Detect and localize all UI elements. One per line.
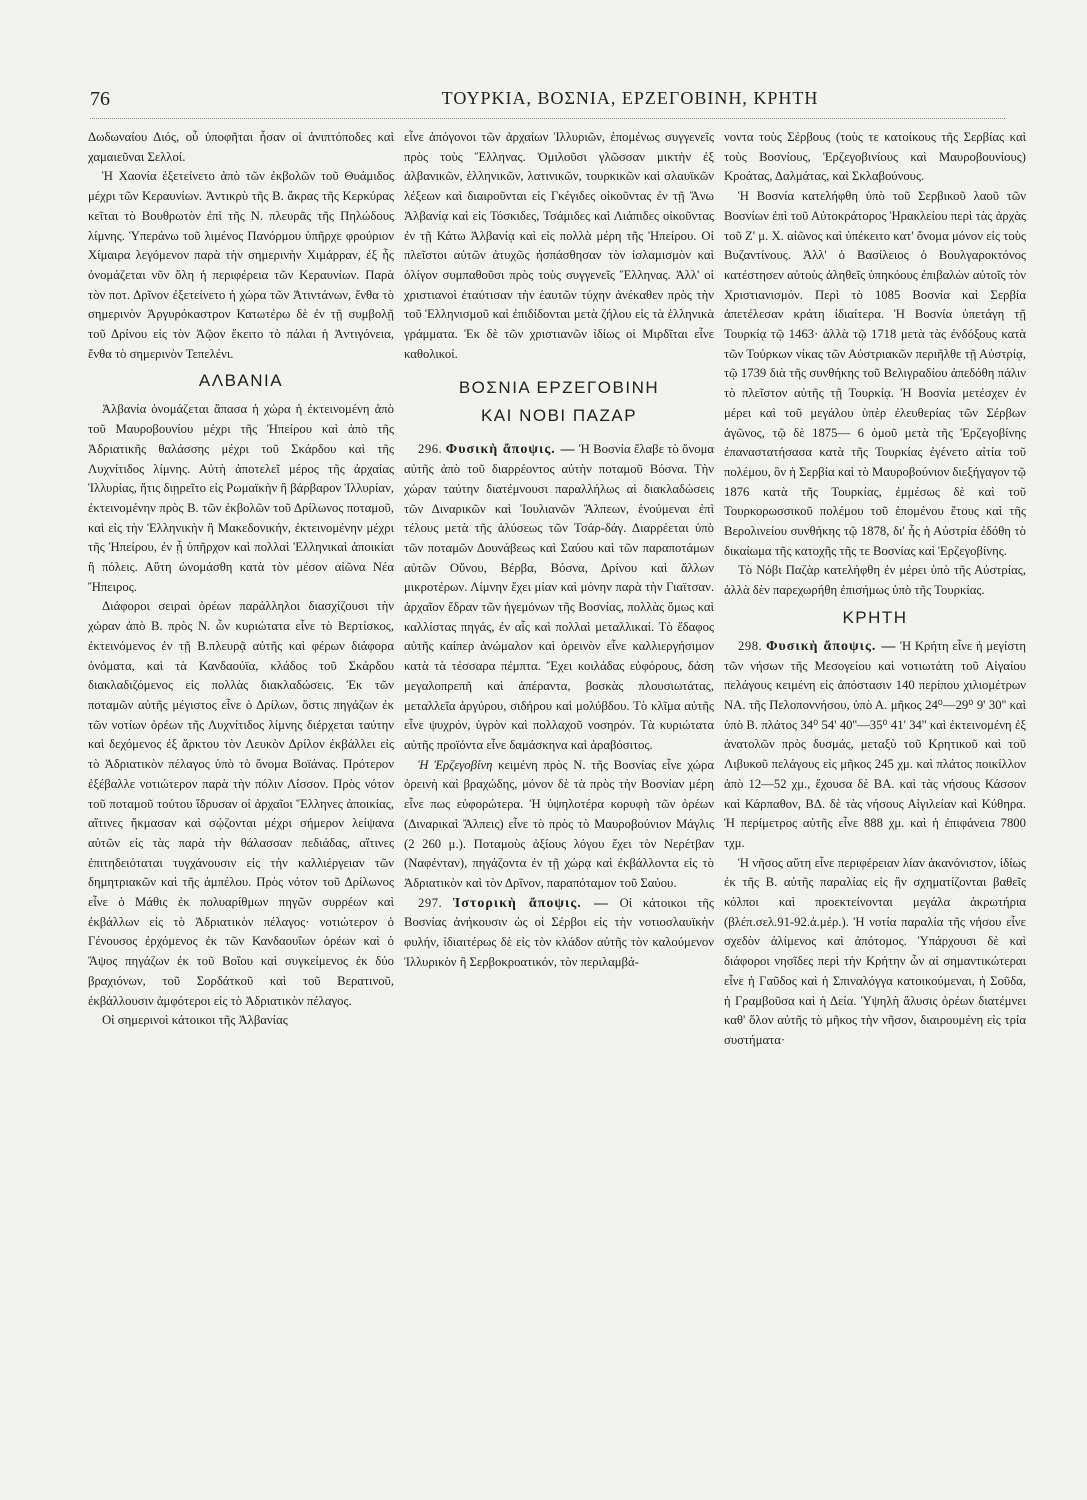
paragraph: νοντα τοὺς Σέρβους (τοὺς τε κατοίκους τῆς Σερβίας καὶ τοὺς Βοσνίους, Ἐρζεγοβινίους καὶ Μαυροβουνίους) Κροάτας, Δαλμάτας, καὶ Σκλαβούνους.: [724, 130, 1026, 184]
paragraph-text: κειμένη πρὸς Ν. τῆς Βοσνίας εἶνε χώρα ὀρεινὴ καὶ βραχώδης, μόνον δὲ τὰ πρὸς τὴν Βοσνίαν μέρη εἶνε πως εὐφορώτερα. Ἡ ὑψηλοτέρα κορυφὴ τῶν ὀρέων (Διναρικαὶ Ἄλπεις) εἶνε τὸ πρὸς τὸ Μαυροβούνιον Μάγλις (2 260 μ.). Ποταμοὺς ἀξίους λόγου ἔχει τὸν Νερέτβαν (Ναφένταν), πηγάζοντα ἐν τῇ χώρᾳ καὶ ἐκβάλλοντα εἰς τὸ Ἀδριατικὸν καὶ τὸν Δρῖνον, παραπόταμον τοῦ Σαύου.: [404, 757, 714, 890]
paragraph: Ἡ νῆσος αὕτη εἶνε περιφέρειαν λίαν ἀκανόνιστον, ἰδίως ἐκ τῆς Β. αὐτῆς παραλίας εἰς ἣν σχηματίζονται βαθεῖς κόλποι καὶ προεκτείνονται μεγάλα ἀκρωτήρια (βλέπ.σελ.91-92.ἀ.μέρ.). Ἡ νοτία παραλία τῆς νήσου εἶνε σχεδὸν ἀλίμενος καὶ ἀπότομος. Ὑπάρχουσι δὲ καὶ διάφοροι νησῖδες περὶ τὴν Κρήτην ὧν αἱ σημαντικώτεραι εἶνε ἡ Γαῦδος καὶ ἡ Σπιναλόγγα κατοικούμεναι, ἡ Σοῦδα, ἡ Γραμβοῦσα καὶ ἡ Δεία. Ὑψηλὴ ἅλυσις ὀρέων διατέμνει καθ' ὅλον αὐτῆς τὸ μῆκος τὴν νῆσον, διαιρουμένη εἰς τρία συστήματα·: [724, 855, 1026, 1047]
section-title-albania: ΑΛΒΑΝΙΑ: [198, 371, 284, 391]
paragraph: Ἡ Χαονία ἐξετείνετο ἀπὸ τῶν ἐκβολῶν τοῦ Θυάμιδος μέχρι τῶν Κεραυνίων. Ἀντικρὺ τῆς Β. ἄκρας τῆς Κερκύρας κεῖται τὸ Βουθρωτὸν ἐπὶ τῆς Ν. πλευρᾶς τῆς Πηλώδους λίμνης. Ὑπεράνω τοῦ λιμένος Πανόρμου ὑπῆρχε φρούριον Χίμαιρα λεγόμενον παρὰ τὴν σημερινὴν Χιμάρραν, ἐξ ἧς ὀνομάζεται νῦν ὅλη ἡ περιφέρεια τῶν Κεραυνίων. Παρὰ τὸν ποτ. Δρῖνον ἐξετείνετο ἡ χώρα τῶν Ἀτιντάνων, ἔνθα τὸ σημερινὸν Ἀργυρόκαστρον Κατωτέρω δὲ ἐν τῇ συμβολῇ τοῦ Δρίνου εἰς τὸν Ἀῷον ἔκειτο τὸ πάλαι ἡ Ἀντιγόνεια, ἔνθα τὸ σημερινὸν Τεπελένι.: [88, 169, 394, 361]
paragraph: Ἀλβανία ὀνομάζεται ἅπασα ἡ χώρα ἡ ἐκτεινομένη ἀπὸ τοῦ Μαυροβουνίου μέχρι τῆς Ἠπείρου καὶ ἀπὸ τῆς Ἀδριατικῆς θαλάσσης μέχρι τοῦ Σκάρδου καὶ τῆς Λυχνίτιδος λίμνης. Αὐτὴ ἀποτελεῖ μέρος τῆς ἀρχαίας Ἰλλυρίας, ἥτις διῃρεῖτο εἰς Ρωμαϊκὴν ἢ βάρβαρον Ἰλλυρίαν, ἐκτεινομένην πρὸς Β. τῶν ἐκβολῶν τοῦ Δρίλωνος ποταμοῦ, καὶ εἰς τὴν Ἑλληνικὴν ἢ Μακεδονικήν, ἐκτεινομένην μέχρι τῆς Ἠπείρου, ἐν ᾗ ὑπῆρχον καὶ πολλαὶ Ἑλληνικαὶ ἀποικίαι ἢ πόλεις. Αὕτη ὠνομάσθη κατὰ τὸν μέσον αἰῶνα Νέα Ἤπειρος.: [88, 402, 394, 594]
paragraph: Οἱ σημερινοὶ κάτοικοι τῆς Ἀλβανίας: [102, 1013, 288, 1028]
section-title-bosnia: [404, 374, 714, 430]
running-title: ΤΟΥΡΚΙΑ, ΒΟΣΝΙΑ, ΕΡΖΕΓΟΒΙΝΗ, ΚΡΗΤΗ: [441, 88, 819, 108]
paragraph-heading: Ἱστορικὴ ἄποψις. —: [452, 895, 609, 911]
italic-term: Ἡ Ἐρζεγοβίνη: [418, 757, 493, 772]
paragraph-text: Ἡ Βοσνία ἔλαβε τὸ ὄνομα αὐτῆς ἀπὸ τοῦ διαρρέοντος αὐτὴν ποταμοῦ Βόσνα. Τὴν χώραν ταύτην διατέμνουσι παραλλήλως αἱ διακλαδώσεις τῶν Διναρικῶν καὶ Ἰουλιανῶν Ἄλπεων, ἑνούμεναι ἐπὶ τέλους μετὰ τῆς ἁλύσεως τῶν Τσάρ-δάγ. Διαρρέεται ὑπὸ τῶν ποταμῶν Δουνάβεως καὶ Σαύου καὶ τῶν παραποτάμων αὐτῶν Οὔνου, Βέρβα, Βόσνα, Δρίνου καὶ ἄλλων μικροτέρων. Λίμνην ἔχει μίαν καὶ μόνην παρὰ τὴν Γιαϊτσαν. ἀρχαῖον ἕδραν τῶν ἡγεμόνων τῆς Βοσνίας, πολλὰς ὅμως καὶ καλλίστας πηγάς, ἐν αἷς καὶ πολλαὶ μεταλλικαί. Τὸ ἔδαφος αὐτῆς καίπερ ἀνώμαλον καὶ ὀρεινὸν εἶνε καλλιεργήσιμον κατὰ τὰ τέσσαρα πέμπτα. Ἔχει κοιλάδας εὐφόρους, δάση μεγαλοπρεπῆ καὶ ἀπέραντα, βοσκὰς πλουσιωτάτας, μεταλλεῖα ἀργύρου, σιδήρου καὶ μολύβδου. Τὸ κλῖμα αὐτῆς εἶνε ψυχρόν, ὑγρὸν καὶ πολλαχοῦ νοσηρόν. Τὰ κυριώτατα αὐτῆς προϊόντα εἶνε δαμάσκηνα καὶ ἀραβόσιτος.: [404, 442, 715, 752]
column-2: [404, 128, 714, 972]
section-title-line: ΚΑΙ ΝΟΒΙ ΠΑΖΑΡ: [480, 406, 638, 426]
header-rule: [90, 118, 1005, 119]
paragraph-number: 298.: [738, 638, 763, 653]
paragraph: Ἡ Βοσνία κατελήφθη ὑπὸ τοῦ Σερβικοῦ λαοῦ τῶν Βοσνίων ἐπὶ τοῦ Αὐτοκράτορος Ἡρακλείου περὶ τὰς ἀρχὰς τοῦ Ζ' μ. Χ. αἰῶνος καὶ ὑπέκειτο κατ' ὄνομα μόνον εἰς τοὺς Βυζαντίνους. Ἀλλ' ὁ Βασίλειος ὁ Βουλγαροκτόνος κατέστησεν αὐτοὺς ἀληθεῖς ὑπηκόους ἐπιβαλὼν αὐτοῖς τὸν Χριστιανισμόν. Περὶ τὸ 1085 Βοσνία καὶ Σερβία ἀπετέλεσαν κράτη ἰδιαίτερα. Ἡ Βοσνία ὑπετάγη τῇ Τουρκίᾳ τῷ 1463· ἀλλὰ τῷ 1718 μετὰ τὰς ἐνδόξους κατὰ τῶν Τούρκων νίκας τῶν Αὐστριακῶν περιῆλθε τῇ Αὐστρίᾳ, τῷ 1739 διὰ τῆς συνθήκης τοῦ Βελιγραδίου ἀπεδόθη πάλιν τὸ πλεῖστον αὐτῆς τῇ Τουρκίᾳ. Ἡ Βοσνία μετέσχεν ἐν μέρει καὶ τοῦ μεγάλου ὑπὲρ ἐλευθερίας τῶν Σέρβων ἀγῶνος, τῷ δὲ 1875— 6 ὁμοῦ μετὰ τῆς Ἐρζεγοβίνης ἐπαναστατήσασα κατὰ τῆς Τουρκίας ἐγένετο αἰτία τοῦ πολέμου, ὃν ἡ Σερβία καὶ τὸ Μαυροβούνιον διεξήγαγον τῷ 1876 κατὰ τῆς Τουρκίας, ἐμμέσως δὲ καὶ τοῦ Τουρκορωσσικοῦ πολέμου τοῦ ἑπομένου ἔτους καὶ τῆς Βερολινείου συνθήκης τῷ 1878, δι' ἧς ἡ Αὐστρία ἐδόθη τὸ δικαίωμα τῆς κατοχῆς τῆς τε Βοσνίας καὶ Ἐρζεγοβίνης.: [724, 189, 1026, 558]
paragraph: Τὸ Νόβι Παζὰρ κατελήφθη ἐν μέρει ὑπὸ τῆς Αὐστρίας, ἀλλὰ δὲν παρεχωρήθη ἐπισήμως ὑπὸ τῆς Τουρκίας.: [724, 563, 1026, 598]
paragraph-text: Ἡ Κρήτη εἶνε ἡ μεγίστη τῶν νήσων τῆς Μεσογείου καὶ νοτιωτάτη τοῦ Αἰγαίου πελάγους κειμένη εἰς ἀπόστασιν 140 περίπου χιλιομέτρων ΝΑ. τῆς Πελοποννήσου, ὑπὸ Α. μῆκος 24⁰—29⁰ 9' 30'' καὶ ὑπὸ Β. πλάτος 34⁰ 54' 40''—35⁰ 41' 34'' καὶ ἐκτεινομένη ἐξ ἀνατολῶν πρὸς δυσμάς, μεταξὺ τοῦ Κρητικοῦ καὶ τοῦ Λιβυκοῦ πελάγους εἰς μῆκος 245 χμ. καὶ πλάτος ποικίλλον ἀπὸ 12—52 χμ., ἔχουσα δὲ ΒΑ. καὶ τὰς νήσους Κάσσον καὶ Κάρπαθον, ΒΔ. δὲ τὰς νήσους Αἰγιλείαν καὶ Κύθηρα. Ἡ περίμετρος αὐτῆς εἶνε 888 χμ. καὶ ἡ ἐπιφάνεια 7800 τχμ.: [724, 638, 1027, 850]
section-title-crete: ΚΡΗΤΗ: [842, 607, 908, 627]
paragraph: [404, 756, 714, 894]
section-title-line: ΒΟΣΝΙΑ ΕΡΖΕΓΟΒΙΝΗ: [458, 378, 660, 398]
paragraph: Δωδωναίου Διός, οὗ ὑποφῆται ἦσαν οἱ ἀνιπτόποδες καὶ χαμαιεῦναι Σελλοί.: [88, 130, 394, 164]
page-number: 76: [90, 88, 110, 110]
paragraph: Διάφοροι σειραὶ ὀρέων παράλληλοι διασχίζουσι τὴν χώραν ἀπὸ Β. πρὸς Ν. ὧν κυριώτατα εἶνε τὸ Βερτίσκος, ἐκτεινόμενος ἐν τῇ Β.πλευρᾷ αὐτῆς καὶ φέρων διάφορα ὀνόματα, καὶ τὰ Κανδαούϊα, κλάδος τοῦ Σκάρδου διακλαδιζόμενος εἰς πολλὰς διακλαδώσεις. Ἐκ τῶν ποταμῶν αὐτῆς μέγιστος εἶνε ὁ Δρίλων, ὅστις πηγάζων ἐκ τῶν νοτίων ὀρέων τῆς Λυχνίτιδος λίμνης διέρχεται ταύτην καὶ δεχόμενος ἐξ ἄρκτου τὸν Λευκὸν Δρίλον ἐκβάλλει εἰς τὸ Ἀδριατικὸν πέλαγος ὑπὸ τὸ ὄνομα Βοϊάνας. Πρότερον ἐξέβαλλε νοτιώτερον παρὰ τὴν πόλιν Λίσσον. Πρὸς νότον τοῦ ποταμοῦ τούτου ἵδρυσαν οἱ ἀρχαῖοι Ἕλληνες ἀποικίας, αἵτινες ἤκμασαν καὶ σῴζονται μέχρι σήμερον λείψανα αὐτῶν εἰς τὰς παρὰ τὴν θάλασσαν πεδιάδας, αἵτινες ἐπιτηδειόταται τυγχάνουσιν εἰς τὴν καλλιέργειαν τῶν δημητριακῶν καὶ τῆς ἀμπέλου. Πρὸς νότον τοῦ Δρίλωνος εἶνε ὁ Μάθις ἐκ πολυαρίθμων πηγῶν συρρέων καὶ ἐκβάλλων εἰς τὸ Ἀδριατικὸν πέλαγος· νοτιώτερον ὁ Γένουσος ἐρχόμενος ἐκ τῶν Κανδαουΐων ὀρέων καὶ ὁ Ἄψος πηγάζων ἐκ τοῦ Βοΐου καὶ συγκείμενος ἐκ δύο βραχιόνων, τοῦ Σορδάτκοῦ καὶ τοῦ Βερατινοῦ, ἐκβάλλουσιν ἀμφότεροι εἰς τὸ Ἀδριατικὸν πέλαγος.: [88, 599, 394, 1008]
paragraph-296: [404, 440, 714, 755]
paragraph-298: [724, 637, 1026, 854]
paragraph: εἶνε ἀπόγονοι τῶν ἀρχαίων Ἰλλυριῶν, ἑπομένως συγγενεῖς πρὸς τοὺς Ἕλληνας. Ὁμιλοῦσι γλῶσσαν μικτὴν ἐξ ἀλβανικῶν, ἑλληνικῶν, λατινικῶν, τουρκικῶν καὶ σλαυϊκῶν λέξεων καὶ διαιροῦνται εἰς Γκέγιδες οἰκοῦντας ἐν τῇ Ἄνω Ἀλβανίᾳ καὶ εἰς Τόσκιδες, Τσάμιδες καὶ Λιάπιδες οἰκοῦντας ἐν τῇ Κάτω Ἀλβανίᾳ καὶ εἰς πολλὰ μέρη τῆς Ἠπείρου. Οἱ πλεῖστοι αὐτῶν ἀτυχῶς ἠσπάσθησαν τὸν ἰσλαμισμὸν καὶ ὀλίγον συμπαθοῦσι πρὸς τοὺς συγγενεῖς Ἕλληνας. Ἀλλ' οἱ χριστιανοὶ ἐταύτισαν τὴν ἑαυτῶν τύχην ἀνέκαθεν πρὸς τὴν τοῦ Ἑλληνισμοῦ καὶ ἐπιδίδονται μετὰ ζήλου εἰς τὰ ἑλληνικὰ γράμματα. Ἐκ δὲ τῶν χριστιανῶν ἰδίως οἱ Μιρδῖται εἶνε καθολικοί.: [404, 130, 714, 361]
paragraph-number: 297.: [418, 895, 443, 910]
paragraph-297: [404, 894, 714, 973]
paragraph-heading: Φυσικὴ ἄποψις. —: [765, 638, 897, 654]
paragraph-text: Οἱ κάτοικοι τῆς Βοσνίας ἀνήκουσιν ὡς οἱ Σέρβοι εἰς τὴν νοτιοσλαυϊκὴν φυλήν, ἰδιαιτέρως δὲ εἰς τὸν κλάδον αὐτῆς τὸν καλούμενον Ἰλλυρικὸν ἢ Σερβοκροατικόν, τὸν περιλαμβά-: [404, 895, 714, 969]
paragraph-heading: Φυσικὴ ἄποψις. —: [445, 442, 576, 458]
paragraph-number: 296.: [418, 442, 443, 457]
column-1: [88, 128, 394, 1031]
page-header: [90, 88, 1000, 114]
column-3: [724, 128, 1026, 1051]
